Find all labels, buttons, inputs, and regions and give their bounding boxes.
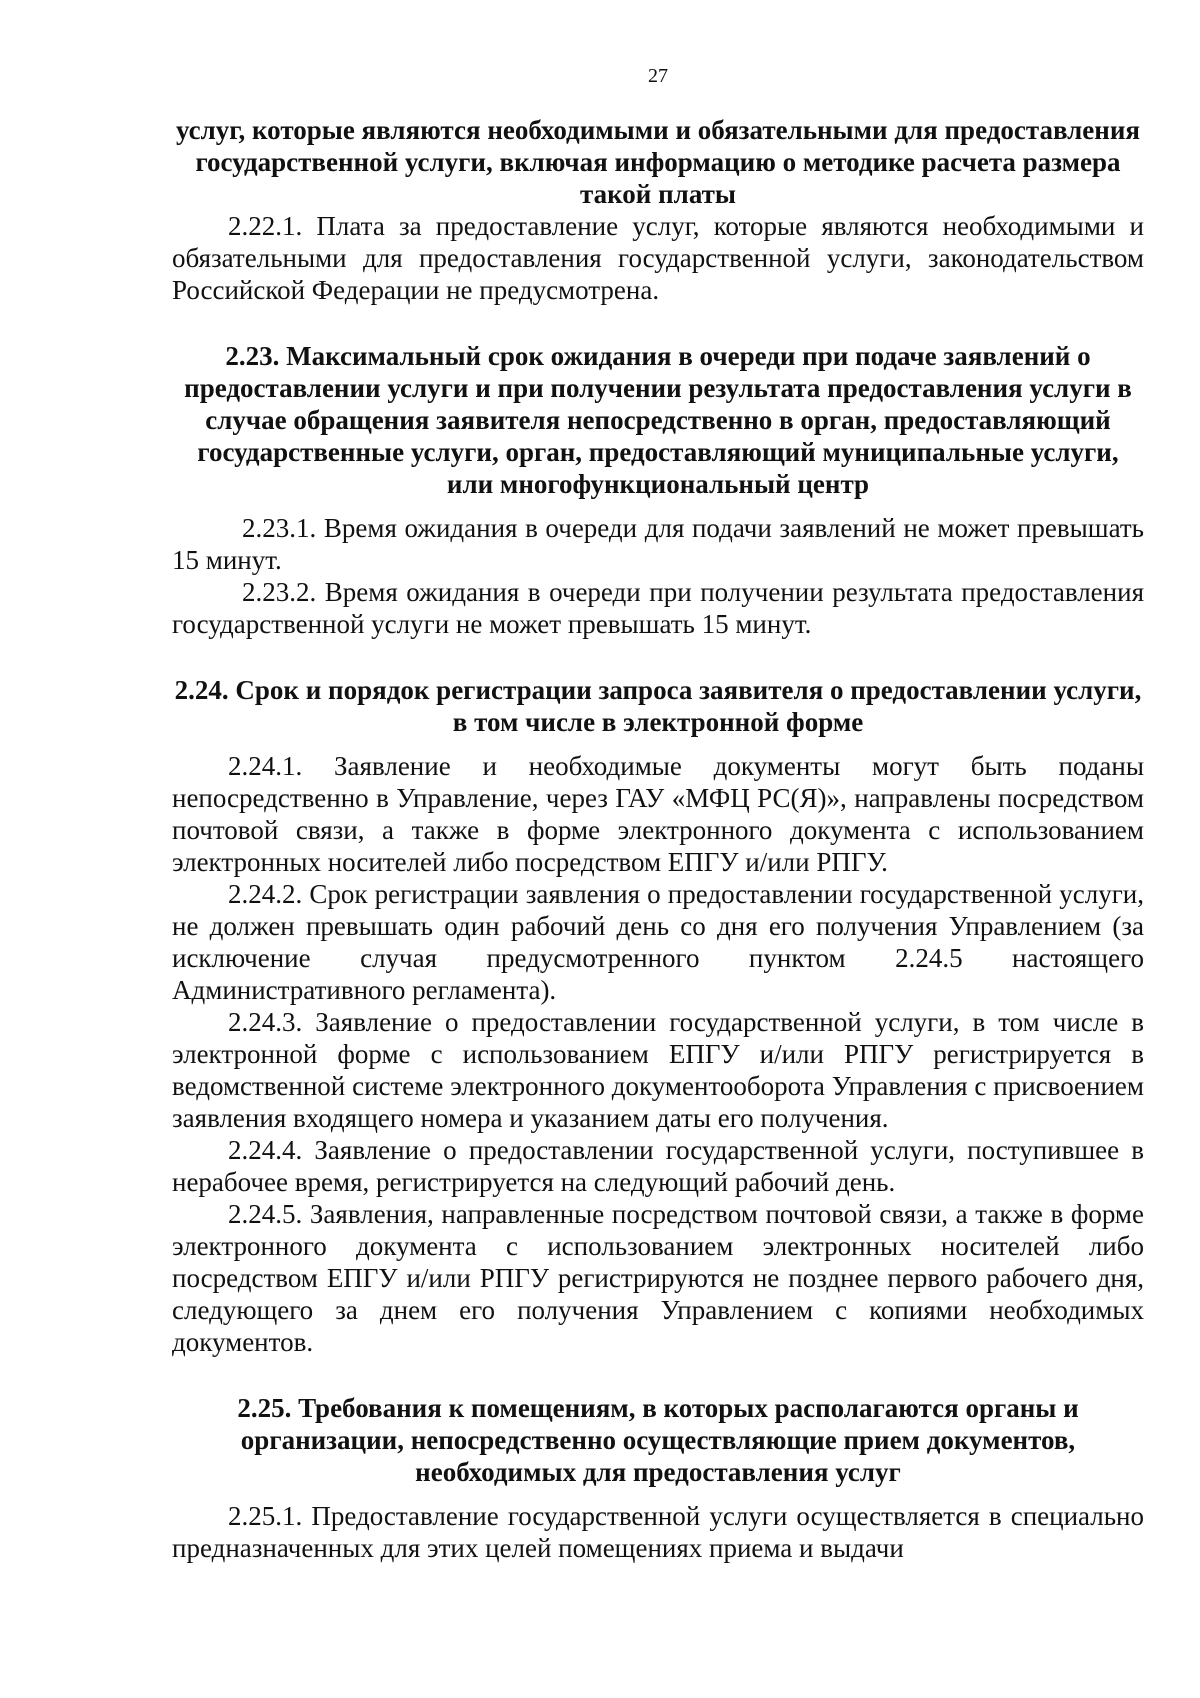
- paragraph-2-23-1: 2.23.1. Время ожидания в очереди для подачи заявлений не может превышать 15 минут.: [172, 513, 1144, 575]
- document-page: [172, 64, 1144, 1564]
- section-2-22-heading-continued: услуг, которые являются необходимыми и обязательными для предоставления государственной услуги, включая информацию о методике расчета размера такой платы: [175, 115, 1141, 209]
- paragraph-2-24-4: 2.24.4. Заявление о предоставлении государственной услуги, поступившее в нерабочее время, регистрируется на следующий рабочий день.: [172, 1135, 1144, 1197]
- section-2-23-heading: 2.23. Максимальный срок ожидания в очереди при подаче заявлений о предоставлении услуги и при получении результата предоставления услуги в случае обращения заявителя непосредственно в орган, предоставляющий государственные услуги, орган, предоставляющий муниципальные услуги, или многофункциональный центр: [184, 341, 1132, 499]
- paragraph-2-24-3: 2.24.3. Заявление о предоставлении государственной услуги, в том числе в электронной форме с использованием ЕПГУ и/или РПГУ регистрируется в ведомственной системе электронного документооборота Управления с присвоением заявления входящего номера и указанием даты его получения.: [172, 1007, 1144, 1133]
- paragraph-2-24-1: 2.24.1. Заявление и необходимые документы могут быть поданы непосредственно в Управление, через ГАУ «МФЦ РС(Я)», направлены посредством почтовой связи, а также в форме электронного документа с использованием электронных носителей либо посредством ЕПГУ и/или РПГУ.: [172, 751, 1144, 877]
- section-2-25-heading: 2.25. Требования к помещениям, в которых располагаются органы и организации, непосредственно осуществляющие прием документов, необходимых для предоставления услуг: [237, 1393, 1079, 1487]
- paragraph-2-25-1: 2.25.1. Предоставление государственной услуги осуществляется в специально предназначенных для этих целей помещениях приема и выдачи: [172, 1501, 1144, 1563]
- page-number: 27: [648, 65, 668, 87]
- paragraph-2-23-2: 2.23.2. Время ожидания в очереди при получении результата предоставления государственной услуги не может превышать 15 минут.: [172, 577, 1144, 639]
- paragraph-2-24-5: 2.24.5. Заявления, направленные посредством почтовой связи, а также в форме электронного документа с использованием электронных носителей либо посредством ЕПГУ и/или РПГУ регистрируются не позднее первого рабочего дня, следующего за днем его получения Управлением с копиями необходимых документов.: [172, 1199, 1144, 1357]
- paragraph-2-24-2: 2.24.2. Срок регистрации заявления о предоставлении государственной услуги, не должен превышать один рабочий день со дня его получения Управлением (за исключение случая предусмотренного пунктом 2.24.5 настоящего Административного регламента).: [172, 879, 1144, 1005]
- paragraph-2-22-1: 2.22.1. Плата за предоставление услуг, которые являются необходимыми и обязательными для предоставления государственной услуги, законодательством Российской Федерации не предусмотрена.: [172, 211, 1144, 305]
- section-2-24-heading: 2.24. Срок и порядок регистрации запроса заявителя о предоставлении услуги, в том числе в электронной форме: [174, 675, 1142, 737]
